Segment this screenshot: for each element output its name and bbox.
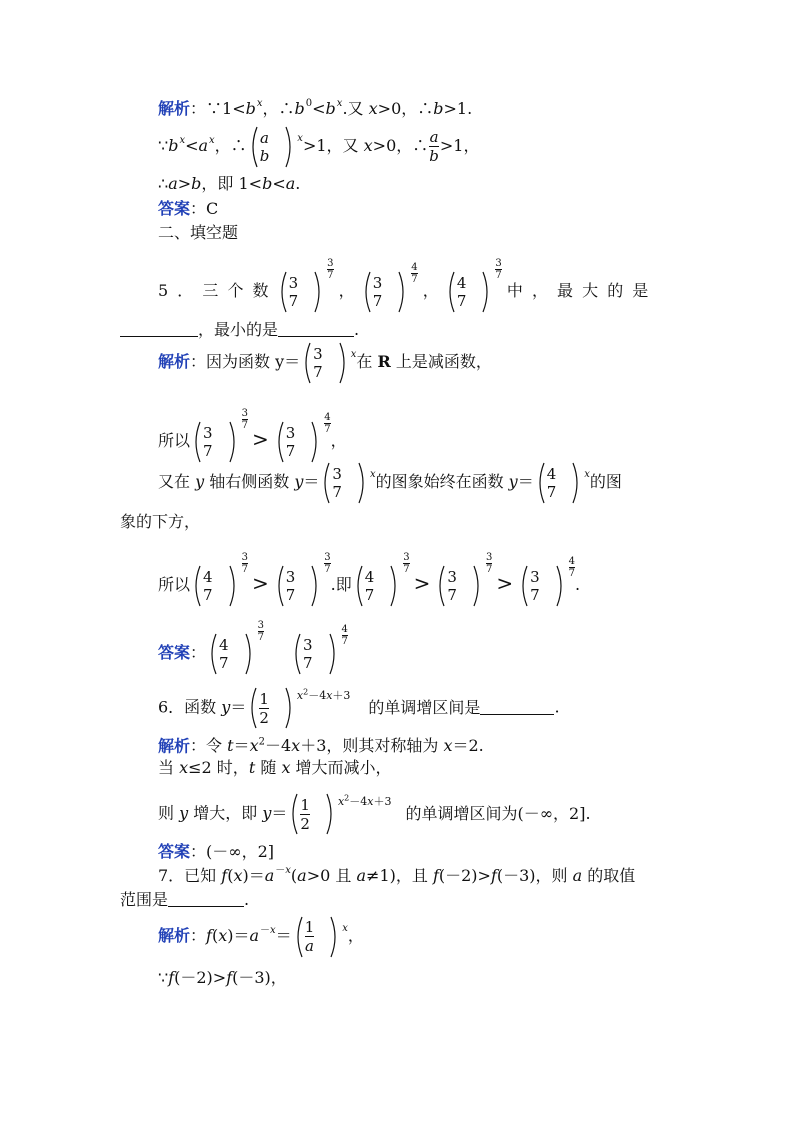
solution-5-line-5: 所以 4 7 $\frac{3}{7}$ > 3 7 $\frac{3}{7}$ .即 4 7 $\frac{3}{7}$ > 3 7 $\frac{3}{7}$ > 3 7 $\frac{4}{7}$ . [158,552,581,604]
solution-7-line-1: 解析：$f(x)=a^{-x}=$ $\frac{1}{a}$ $^x$， [158,918,364,955]
solution-6-line-1: 解析：令 $t=x^2-4x+3$，则其对称轴为 x＝2. [158,736,484,756]
right-paren-icon [270,125,296,169]
answer-blank-2[interactable] [278,320,354,337]
answer-blank-4[interactable] [168,890,244,907]
solution-5-line-2: 所以 3 7 $\frac{3}{7}$ > 3 7 $\frac{4}{7}$ ， [158,408,347,460]
solution-5-line-1: 解析：因为函数 y＝ 3 7 $^x$在 R 上是减函数， [158,344,492,381]
section-heading [158,223,238,243]
solution-label: 解析 [158,736,191,756]
answer-label: 答案 [158,199,191,218]
section-title: 二、填空题 [158,223,239,242]
question-5: 5 ． 三 个 数 3 7 $\frac{3}{7}$ ， 3 7 $\frac{4}{7}$ ， 4 7 $\frac{3}{7}$ 中 ， 最 大 的 是 [158,258,651,310]
answer-label: 答案 [158,842,191,861]
solution-label: 解析 [158,926,191,945]
solution-label: 解析 [158,352,191,371]
question-7-line-1: 7．已知 $f(x)=a^{-x}(a>0$ 且 a≠1)，且 f(－2)>f(－3)，则 a 的取值 [158,865,636,885]
solution-label: 解析 [158,99,191,118]
answer-line-4 [158,199,218,219]
answer-6: 答案：(－∞，2] [158,842,275,861]
question-7-line-2: 范围是 . [120,890,250,909]
question-5-blanks: ，最小的是 . [120,320,359,340]
solution-line-3: ∴a>b，即 1<b<a. [158,174,301,193]
solution-7-line-2: ∵f(－2)>f(－3)， [158,968,287,987]
solution-text: ：$\because 1<b^x$，$\therefore b^0<b^x$.又 x>0，∴b>1. [190,98,473,118]
left-paren-icon [247,125,259,169]
solution-6-line-3: 则 y 增大，即 y＝ $\frac{1}{2}$ $^{x^2-4x+3}$的单调增区间为(－∞，2]. [158,793,591,833]
answer-blank-3[interactable] [480,698,554,715]
solution-6-line-2: 当 x≤2 时，t 随 x 增大而减小， [158,758,392,777]
solution-line-1 [158,99,472,122]
solution-5-line-3: 又在 y 轴右侧函数 y＝ 3 7 $^x$的图象始终在函数 y＝ 4 7 $^x$的图 [158,464,622,501]
answer-blank-1[interactable] [120,320,198,337]
answer-value: ：C [190,199,219,218]
question-6: 6．函数 y＝ $\frac{1}{2}$ $^{x^2-4x+3}$的单调增区间是 . [158,687,560,727]
solution-5-line-4: 象的下方， [120,512,201,531]
answer-5: 答案： 4 7 $\frac{3}{7}$ 3 7 $\frac{4}{7}$ [158,620,348,672]
solution-line-2: $\because b^x<a^x$，∴ a b $^x$>1，又 x>0，∴ $\frac{a}{b}$ >1， [158,124,479,168]
answer-label: 答案 [158,643,191,662]
